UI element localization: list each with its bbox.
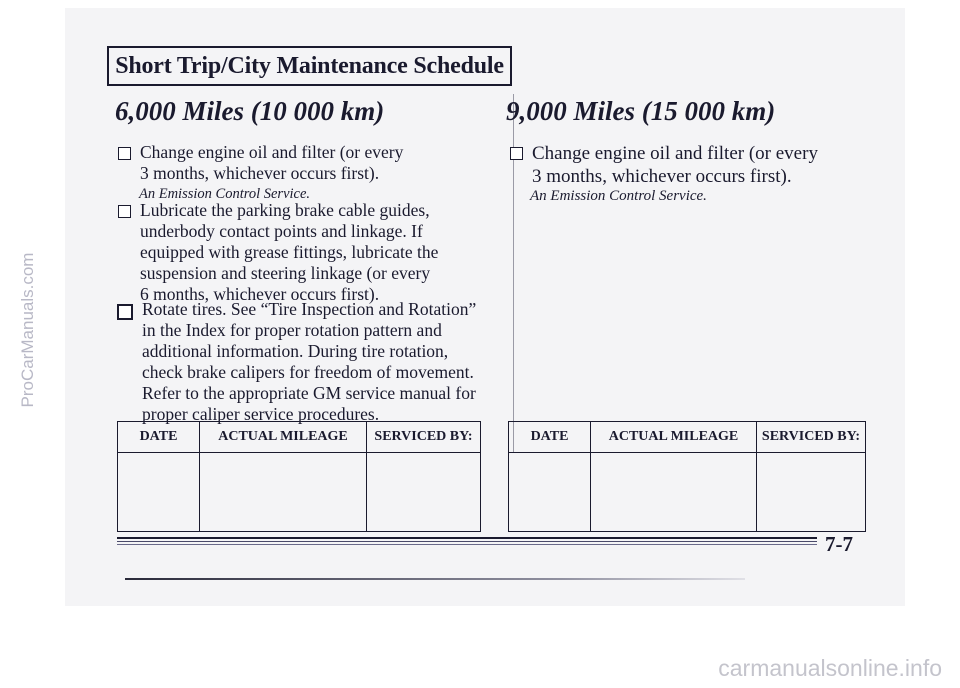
- table-header-row: [509, 422, 866, 453]
- section-heading-6000: 6,000 Miles (10 000 km): [115, 96, 385, 126]
- footer-rule: [117, 541, 817, 542]
- service-log-table: [117, 421, 481, 532]
- checkbox-icon[interactable]: [117, 304, 133, 320]
- column-header-serviced-by: SERVICED BY:: [367, 422, 481, 453]
- column-header-date: DATE: [509, 422, 591, 453]
- checklist-text: Lubricate the parking brake cable guides, underbody contact points and linkage. If equipped with grease fittings, lubricate the suspension and steering linkage (or every 6 months, whichever occurs first).: [140, 200, 439, 304]
- section-heading-9000: 9,000 Miles (15 000 km): [506, 96, 776, 126]
- table-row: [509, 453, 866, 532]
- table-row: [118, 453, 481, 532]
- page-number: 7-7: [825, 532, 853, 556]
- column-header-date: DATE: [118, 422, 200, 453]
- page-title: Short Trip/City Maintenance Schedule: [115, 52, 504, 79]
- mileage-cell[interactable]: [200, 453, 367, 532]
- checklist-item: [117, 299, 476, 425]
- mileage-cell[interactable]: [591, 453, 757, 532]
- emission-note: An Emission Control Service.: [530, 188, 707, 204]
- scan-artifact-line: [125, 578, 745, 580]
- checkbox-icon[interactable]: [510, 147, 523, 160]
- serviced-by-cell[interactable]: [757, 453, 866, 532]
- column-header-mileage: ACTUAL MILEAGE: [200, 422, 367, 453]
- checklist-text: Change engine oil and filter (or every 3 months, whichever occurs first).: [140, 142, 404, 183]
- service-log-table: [508, 421, 866, 532]
- column-header-mileage: ACTUAL MILEAGE: [591, 422, 757, 453]
- date-cell[interactable]: [118, 453, 200, 532]
- serviced-by-cell[interactable]: [367, 453, 481, 532]
- bottom-watermark: carmanualsonline.info: [718, 655, 942, 681]
- checklist-text: Change engine oil and filter (or every 3 months, whichever occurs first).: [532, 143, 818, 187]
- page-header: [107, 46, 512, 86]
- column-header-serviced-by: SERVICED BY:: [757, 422, 866, 453]
- table-header-row: [118, 422, 481, 453]
- checkbox-icon[interactable]: [118, 205, 131, 218]
- checklist-text: Rotate tires. See “Tire Inspection and Rotation” in the Index for proper rotation pattern and additional information. During tire rotation, check brake calipers for freedom of movement. Refer to the appropriate GM service manual for proper caliper service procedures.: [142, 299, 477, 424]
- emission-note: An Emission Control Service.: [139, 186, 311, 202]
- checklist-item: [118, 142, 403, 184]
- checkbox-icon[interactable]: [118, 147, 131, 160]
- footer-rule: [117, 537, 817, 539]
- checklist-item: [510, 142, 818, 188]
- side-watermark: ProCarManuals.com: [18, 252, 37, 408]
- date-cell[interactable]: [509, 453, 591, 532]
- checklist-item: [118, 200, 438, 305]
- footer-rule: [117, 544, 817, 545]
